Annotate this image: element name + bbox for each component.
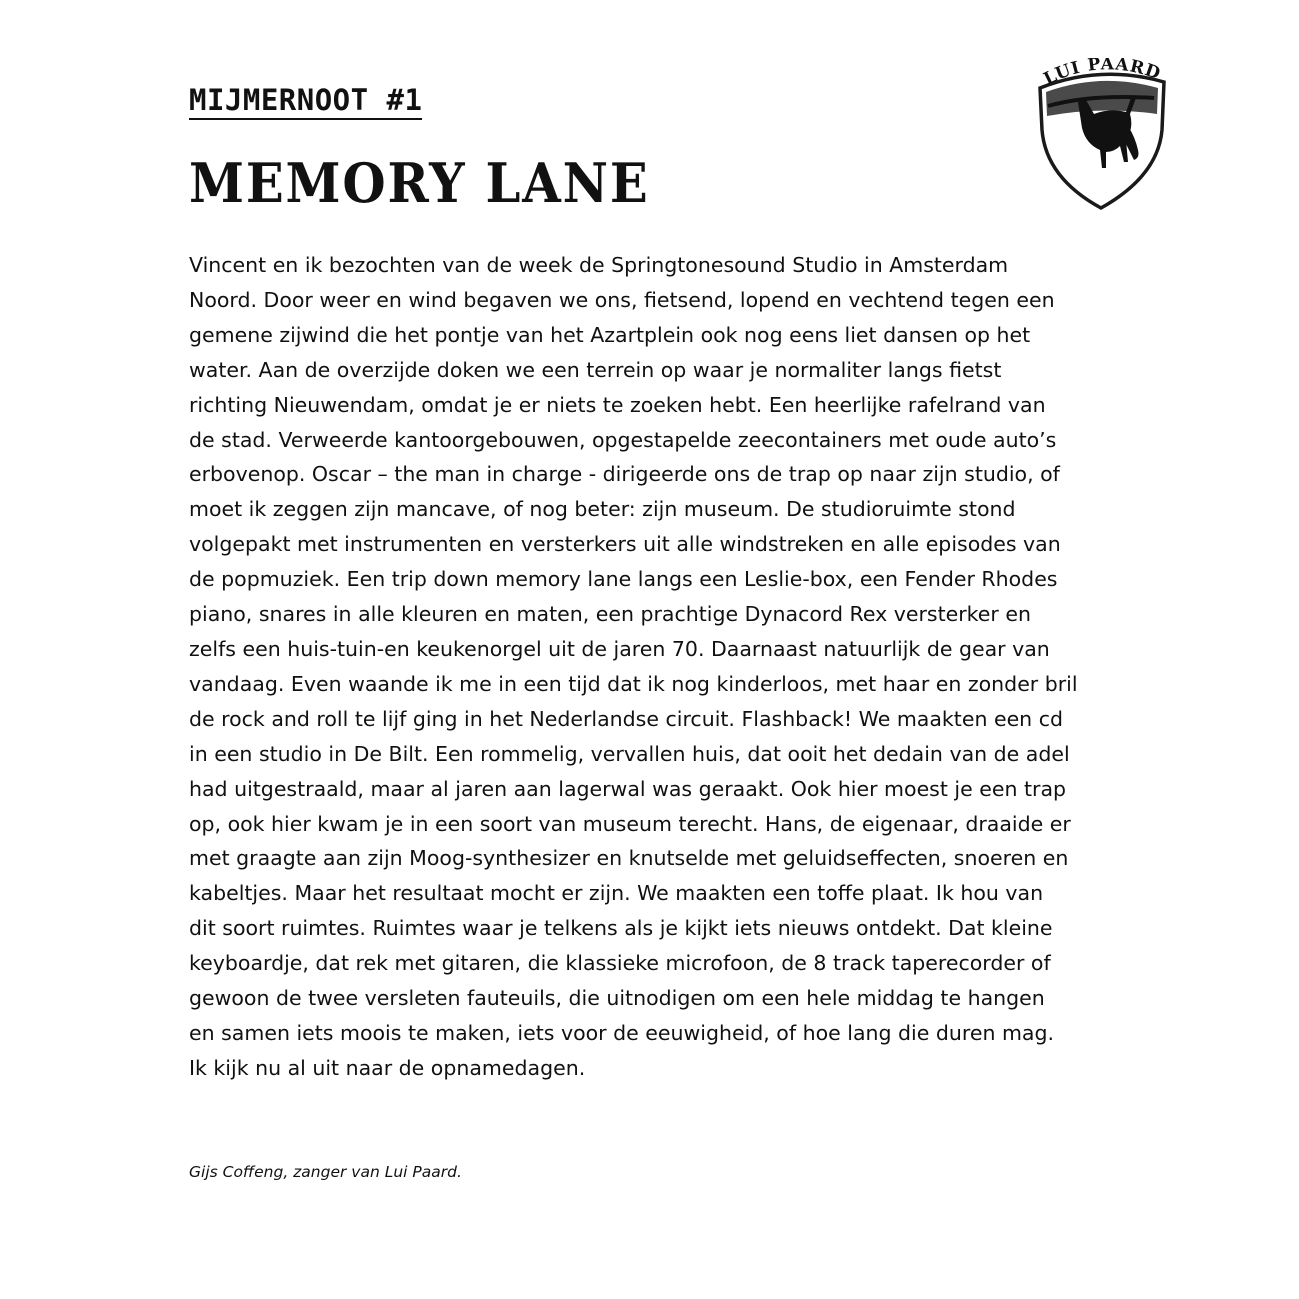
article-line: de stad. Verweerde kantoorgebouwen, opgestapelde zeecontainers met oude auto’s [189, 427, 1057, 452]
logo-text: LUI PAARD [1040, 58, 1164, 90]
article-line: met graagte aan zijn Moog-synthesizer en knutselde met geluidseffecten, snoeren en [189, 846, 1069, 871]
article-line: moet ik zeggen zijn mancave, of nog beter: zijn museum. De studioruimte stond [189, 497, 1016, 522]
article-line: de rock and roll te lijf ging in het Nederlandse circuit. Flashback! We maakten een cd [189, 706, 1063, 731]
article-line: Ik kijk nu al uit naar de opnamedagen. [189, 1055, 586, 1080]
article-line: zelfs een huis-tuin-en keukenorgel uit de jaren 70. Daarnaast natuurlijk de gear van [189, 636, 1050, 661]
author-signature: Gijs Coffeng, zanger van Lui Paard. [189, 1163, 462, 1181]
article-line: dit soort ruimtes. Ruimtes waar je telkens als je kijkt iets nieuws ontdekt. Dat kleine [189, 916, 1053, 941]
article-line: kabeltjes. Maar het resultaat mocht er zijn. We maakten een toffe plaat. Ik hou van [189, 881, 1044, 906]
article-line: gewoon de twee versleten fauteuils, die uitnodigen om een hele middag te hangen [189, 986, 1045, 1011]
page-title: MEMORY LANE [189, 151, 650, 215]
article-line: had uitgestraald, maar al jaren aan lagerwal was geraakt. Ook hier moest je een trap [189, 776, 1067, 801]
article-line: erbovenop. Oscar – the man in charge - dirigeerde ons de trap op naar zijn studio, of [189, 462, 1060, 487]
article-line: en samen iets moois te maken, iets voor de eeuwigheid, of hoe lang die duren mag. [189, 1020, 1055, 1045]
article-line: de popmuziek. Een trip down memory lane langs een Leslie-box, een Fender Rhodes [189, 567, 1058, 592]
kicker-heading: MIJMERNOOT #1 [189, 82, 422, 120]
article-body [189, 248, 1124, 1086]
article-line: in een studio in De Bilt. Een rommelig, vervallen huis, dat ooit het dedain van de adel [189, 741, 1070, 766]
article-line: op, ook hier kwam je in een soort van museum terecht. Hans, de eigenaar, draaide er [189, 811, 1071, 836]
article-line: Vincent en ik bezochten van de week de Springtonesound Studio in Amsterdam [189, 253, 1009, 277]
article-line: keyboardje, dat rek met gitaren, die klassieke microfoon, de 8 track taperecorder of [189, 951, 1051, 976]
article-line: richting Nieuwendam, omdat je er niets te zoeken hebt. Een heerlijke rafelrand van [189, 392, 1046, 417]
lui-paard-shield-logo [1030, 58, 1172, 214]
article-line: gemene zijwind die het pontje van het Azartplein ook nog eens liet dansen op het [189, 322, 1031, 347]
article-line: water. Aan de overzijde doken we een terrein op waar je normaliter langs fietst [189, 357, 1002, 382]
article-line: piano, snares in alle kleuren en maten, een prachtige Dynacord Rex versterker en [189, 602, 1031, 627]
article-line: vandaag. Even waande ik me in een tijd dat ik nog kinderloos, met haar en zonder bril [189, 671, 1078, 696]
article-line: volgepakt met instrumenten en versterkers uit alle windstreken en alle episodes van [189, 532, 1061, 557]
article-line: Noord. Door weer en wind begaven we ons, fietsend, lopend en vechtend tegen een [189, 287, 1055, 312]
